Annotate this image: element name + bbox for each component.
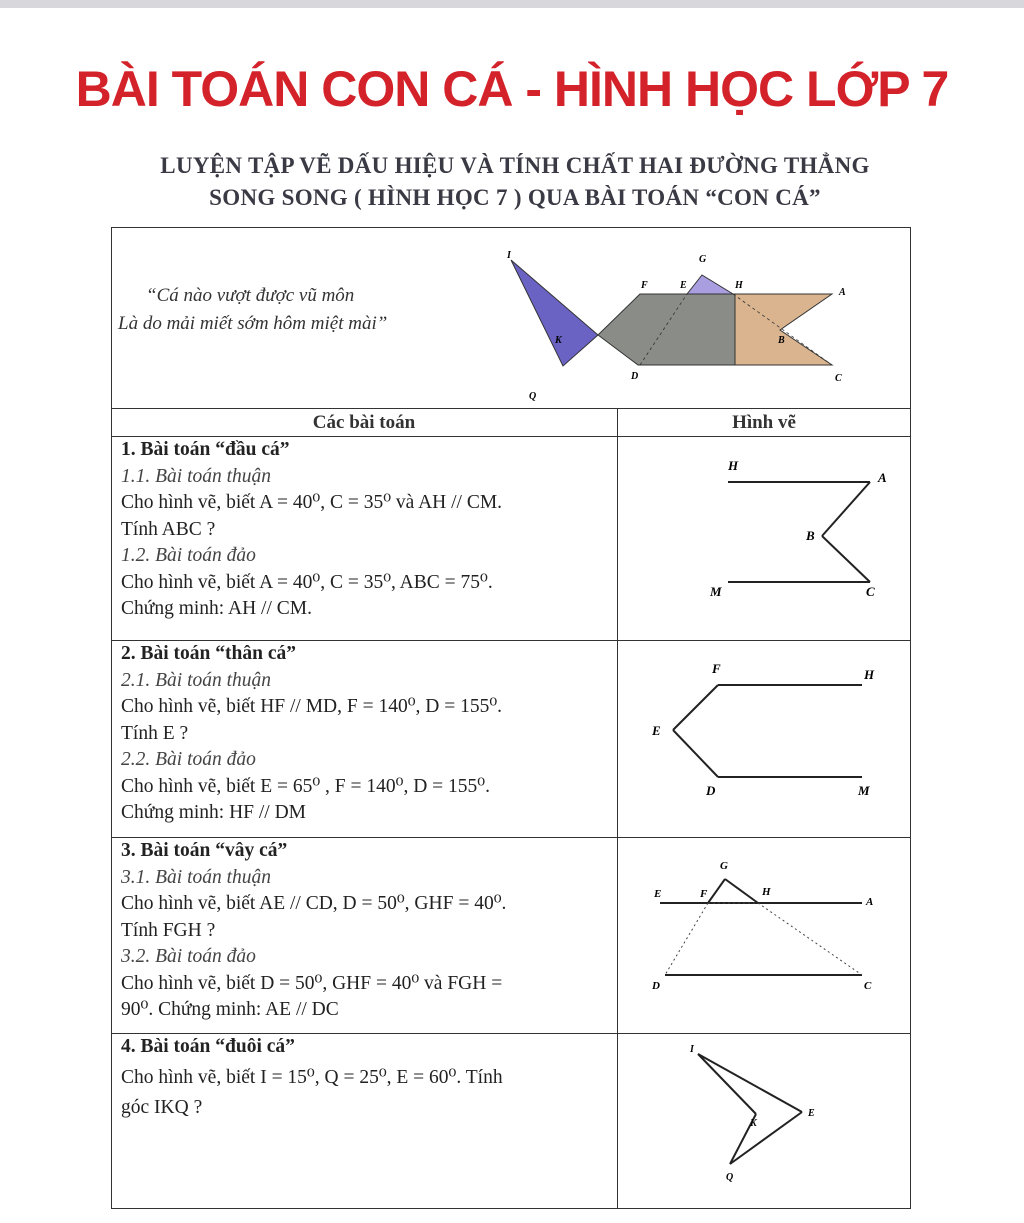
figure-label: F	[712, 661, 721, 676]
problem-line: Chứng minh: HF // DM	[121, 802, 307, 823]
problem-line: Cho hình vẽ, biết D = 50⁰, GHF = 40⁰ và FGH =	[121, 972, 503, 994]
figure-label: A	[878, 470, 887, 485]
problem-heading: 1. Bài toán “đầu cá”	[121, 439, 290, 460]
quote	[118, 282, 438, 338]
figure-label: G	[720, 860, 728, 872]
page-title: BÀI TOÁN CON CÁ - HÌNH HỌC LỚP 7	[75, 61, 949, 117]
page-subtitle	[120, 150, 910, 214]
problem-line: 3.2. Bài toán đảo	[121, 946, 256, 967]
column-divider	[617, 408, 618, 1209]
table-divider	[111, 408, 911, 409]
problem-line: Cho hình vẽ, biết A = 40⁰, C = 35⁰ và AH // CM.	[121, 492, 503, 513]
problem-heading: 2. Bài toán “thân cá”	[121, 643, 296, 664]
figure-body	[640, 655, 900, 805]
problem-line: Tính E ?	[121, 722, 189, 744]
problem-line: 1.2. Bài toán đảo	[121, 545, 256, 566]
fish-tail	[511, 260, 598, 366]
problem-cell-2	[121, 641, 609, 827]
fish-back-fin	[687, 275, 733, 294]
figure-label: K	[750, 1118, 757, 1129]
fish-label: I	[507, 250, 511, 261]
figure-label: Q	[726, 1172, 734, 1183]
figure-label: H	[728, 458, 739, 473]
figure-label: C	[864, 980, 872, 992]
problem-heading: 3. Bài toán “vây cá”	[121, 840, 288, 861]
problem-cell-3	[121, 838, 609, 1024]
figure-head	[700, 450, 900, 610]
figure-label: F	[700, 888, 708, 900]
problem-line: Cho hình vẽ, biết A = 40⁰, C = 35⁰, ABC = 75⁰.	[121, 571, 493, 593]
problem-line: Cho hình vẽ, biết AE // CD, D = 50⁰, GHF = 40⁰.	[121, 893, 507, 914]
fish-label: K	[555, 335, 562, 346]
figure-label: E	[654, 888, 662, 900]
fish-label: F	[641, 280, 648, 291]
column-header-figures: Hình vẽ	[732, 412, 796, 433]
figure-label: E	[808, 1108, 815, 1119]
problem-line: 3.1. Bài toán thuận	[121, 866, 272, 888]
problem-heading: 4. Bài toán “đuôi cá”	[121, 1036, 295, 1057]
problem-cell-1	[121, 437, 609, 623]
fish-label: D	[631, 371, 639, 382]
figure-label: M	[710, 584, 722, 599]
figure-label: E	[652, 723, 661, 738]
figure-label: H	[762, 886, 771, 898]
problem-line: Tính FGH ?	[121, 919, 216, 941]
problem-line: Tính ABC ?	[121, 518, 216, 540]
fish-label: B	[778, 335, 785, 346]
top-border-bar	[0, 0, 1024, 8]
figure-label: B	[806, 528, 815, 543]
fish-label: C	[835, 373, 842, 384]
problem-line: 1.1. Bài toán thuận	[121, 465, 272, 487]
figure-label: C	[866, 584, 875, 599]
problem-line: Cho hình vẽ, biết I = 15⁰, Q = 25⁰, E = 60⁰. Tính	[121, 1066, 503, 1088]
subtitle-line-1: LUYỆN TẬP VẼ DẤU HIỆU VÀ TÍNH CHẤT HAI ĐƯỜNG THẲNG	[160, 153, 870, 178]
quote-line-1: “Cá nào vượt được vũ môn	[146, 285, 355, 306]
figure-label: D	[706, 783, 716, 798]
fish-body	[598, 294, 735, 365]
fish-figure	[495, 248, 865, 403]
quote-line-2: Là do mải miết sớm hôm miệt mài”	[118, 313, 388, 334]
problem-line: 90⁰. Chứng minh: AE // DC	[121, 999, 339, 1020]
figure-label: H	[864, 667, 875, 682]
problem-line: Cho hình vẽ, biết E = 65⁰ , F = 140⁰, D = 155⁰.	[121, 775, 490, 797]
problem-line: 2.1. Bài toán thuận	[121, 669, 272, 691]
fish-label: E	[680, 280, 687, 291]
problem-cell-4	[121, 1034, 609, 1122]
figure-label: I	[690, 1044, 694, 1055]
column-header-problems: Các bài toán	[312, 412, 416, 433]
problem-line: Chứng minh: AH // CM.	[121, 598, 312, 619]
figure-label: A	[866, 896, 874, 908]
figure-fin	[640, 855, 900, 1005]
problem-line: 2.2. Bài toán đảo	[121, 749, 256, 770]
subtitle-line-2: SONG SONG ( HÌNH HỌC 7 ) QUA BÀI TOÁN “CON CÁ”	[209, 185, 821, 210]
fish-label: A	[839, 287, 846, 298]
fish-label: H	[735, 280, 743, 291]
fish-label: Q	[529, 391, 537, 402]
fish-label: G	[699, 254, 707, 265]
figure-label: M	[858, 783, 870, 798]
problem-line: Cho hình vẽ, biết HF // MD, F = 140⁰, D = 155⁰.	[121, 696, 503, 717]
problem-line: góc IKQ ?	[121, 1097, 203, 1118]
figure-label: D	[652, 980, 660, 992]
figure-tail	[670, 1040, 830, 1190]
